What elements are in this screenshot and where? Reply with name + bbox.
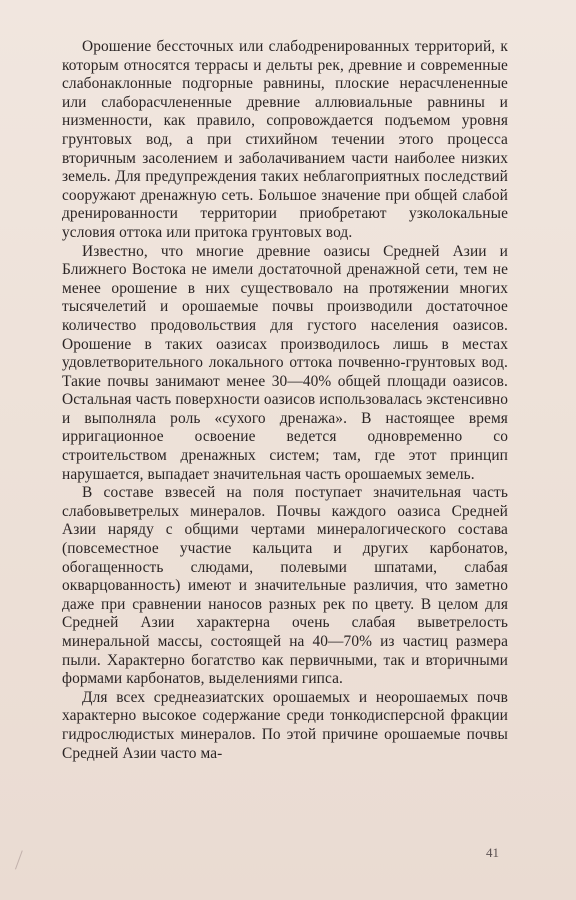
body-text	[62, 38, 508, 763]
paragraph-3: В составе взвесей на поля поступает значительная часть слабовыветрелых минералов. Почвы каждого оазиса Средней Азии наряду с общими чертами минералогического состава (повсеместное участие кальцита и других карбонатов, обогащенность слюдами, полевыми шпатами, слабая окварцованность) имеют и значительные различия, что заметно даже при сравнении наносов разных рек по цвету. В целом для Средней Азии характерна очень слабая выветрелость минеральной массы, состоящей на 40—70% из частиц размера пыли. Характерно богатство как первичными, так и вторичными формами карбонатов, выделениями гипса.	[62, 484, 508, 688]
paper-mark	[15, 850, 34, 873]
paragraph-2: Известно, что многие древние оазисы Средней Азии и Ближнего Востока не имели достаточной дренажной сети, тем не менее орошение в них существовало на протяжении многих тысячелетий и орошаемые почвы производили достаточное количество продовольствия для густого населения оазисов. Орошение в таких оазисах производилось лишь в местах удовлетворительного локального оттока почвенно-грунтовых вод. Такие почвы занимают менее 30—40% общей площади оазисов. Остальная часть поверхности оазисов использовалась экстенсивно и выполняла роль «сухого дренажа». В настоящее время ирригационное освоение ведется одновременно со строительством дренажных систем; там, где этот принцип нарушается, выпадает значительная часть орошаемых земель.	[62, 242, 508, 483]
page-number: 41	[486, 845, 499, 860]
paragraph-4: Для всех среднеазиатских орошаемых и неорошаемых почв характерно высокое содержание среди тонкодисперсной фракции гидрослюдистых минералов. По этой причине орошаемые почвы Средней Азии часто ма-	[62, 688, 508, 762]
paragraph-1: Орошение бессточных или слабодренированных территорий, к которым относятся террасы и дельты рек, древние и современные слабонаклонные подгорные равнины, плоские нерасчлененные или слаборасчлененные древние аллювиальные равнины и низменности, как правило, сопровождается подъемом уровня грунтовых вод, а при стихийном течении этого процесса вторичным засолением и заболачиванием части наиболее низких земель. Для предупреждения таких неблагоприятных последствий сооружают дренажную сеть. Большое значение при общей слабой дренированности территории приобретают узколокальные условия оттока или притока грунтовых вод.	[62, 38, 508, 241]
